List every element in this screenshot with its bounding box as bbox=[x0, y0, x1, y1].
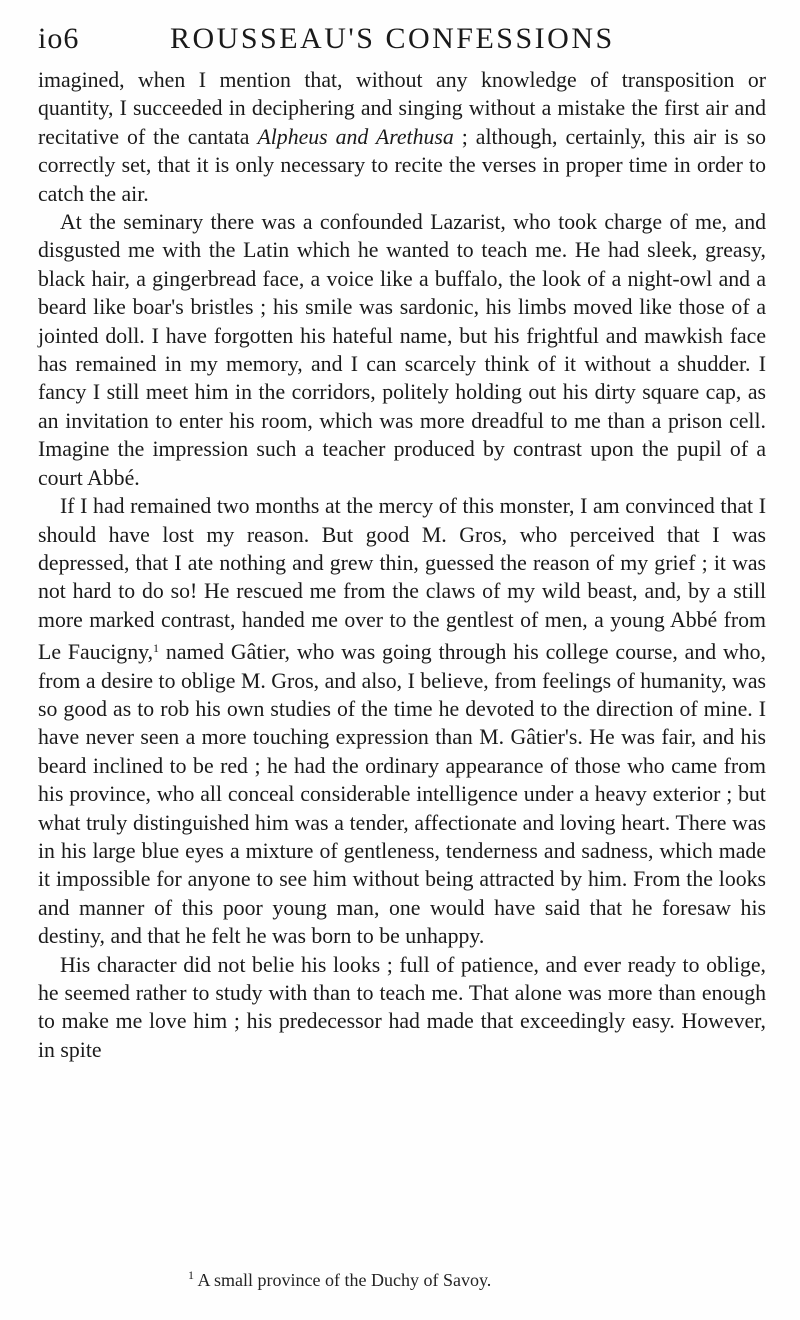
paragraph bbox=[38, 492, 766, 951]
text-run: ; although, certainly, this air is so correctly set, that it is only necessary to recite the verses in proper time in order to catch the air. bbox=[38, 124, 767, 206]
paragraph bbox=[38, 951, 766, 1065]
footnote-reference: 1 bbox=[153, 641, 160, 656]
body-text bbox=[38, 66, 766, 1064]
text-run: named Gâtier, who was going through his college course, and who, from a desire to oblige M. Gros, and also, I believe, from feelings of humanity, was so good as to rob his own studies of the time he devoted to the direction of mine. I have never seen a more touching expression than M. Gâtier's. He was fair, and his beard inclined to be red ; he had the ordinary appearance of those who came from his province, who all conceal considerable intelligence under a heavy exterior ; but what truly distinguished him was a tender, affectionate and loving heart. There was in his large blue eyes a mixture of gentleness, tenderness and sadness, which made it impossible for anyone to see him without being attracted by him. From the looks and manner of this poor young man, one would have said that he foresaw his destiny, and that he felt he was born to be unhappy. bbox=[38, 640, 767, 949]
footnote bbox=[188, 1264, 491, 1291]
paragraph bbox=[38, 208, 766, 492]
text-run: At the seminary there was a confounded Lazarist, who took charge of me, and disgusted me with the Latin which he wanted to teach me. He had sleek, greasy, black hair, a gingerbread face, a voice like a buffalo, the look of a night-owl and a beard like boar's bristles ; his smile was sardonic, his limbs moved like those of a jointed doll. I have forgotten his hateful name, but his frightful and mawkish face has remained in my memory, and I can scarcely think of it without a shudder. I fancy I still meet him in the corridors, politely holding out his dirty square cap, as an invitation to enter his room, which was more dreadful to me than a prison cell. Imagine the impression such a teacher produced by contrast upon the pupil of a court Abbé. bbox=[38, 210, 766, 490]
text-run: His character did not belie his looks ; full of patience, and ever ready to oblige, he seemed rather to study with than to teach me. That alone was more than enough to make me love him ; his predecessor had made that exceedingly easy. However, in spite bbox=[38, 952, 766, 1062]
footnote-marker: 1 bbox=[188, 1268, 194, 1282]
text-run: imagined, when I mention that, without any knowledge of transposition or quantity, I succeeded in deciphering and singing without a mistake the first air and recitative of the cantata bbox=[38, 68, 766, 149]
page-number: io6 bbox=[38, 22, 80, 55]
text-run: If I had remained two months at the mercy of this monster, I am convinced that I should have lost my reason. But good M. Gros, who perceived that I was depressed, that I ate nothing and grew thin, guessed the reason of my grief ; it was not hard to do so! He rescued me from the claws of my wild beast, and, by a still more marked contrast, handed me over to the gentlest of men, a young Abbé from Le Faucigny, bbox=[38, 494, 766, 665]
italic-title: Alpheus and Arethusa bbox=[257, 124, 454, 149]
paragraph bbox=[38, 66, 766, 208]
running-head-title: ROUSSEAU'S CONFESSIONS bbox=[170, 22, 615, 55]
footnote-text: A small province of the Duchy of Savoy. bbox=[194, 1270, 492, 1290]
running-head bbox=[38, 22, 762, 62]
